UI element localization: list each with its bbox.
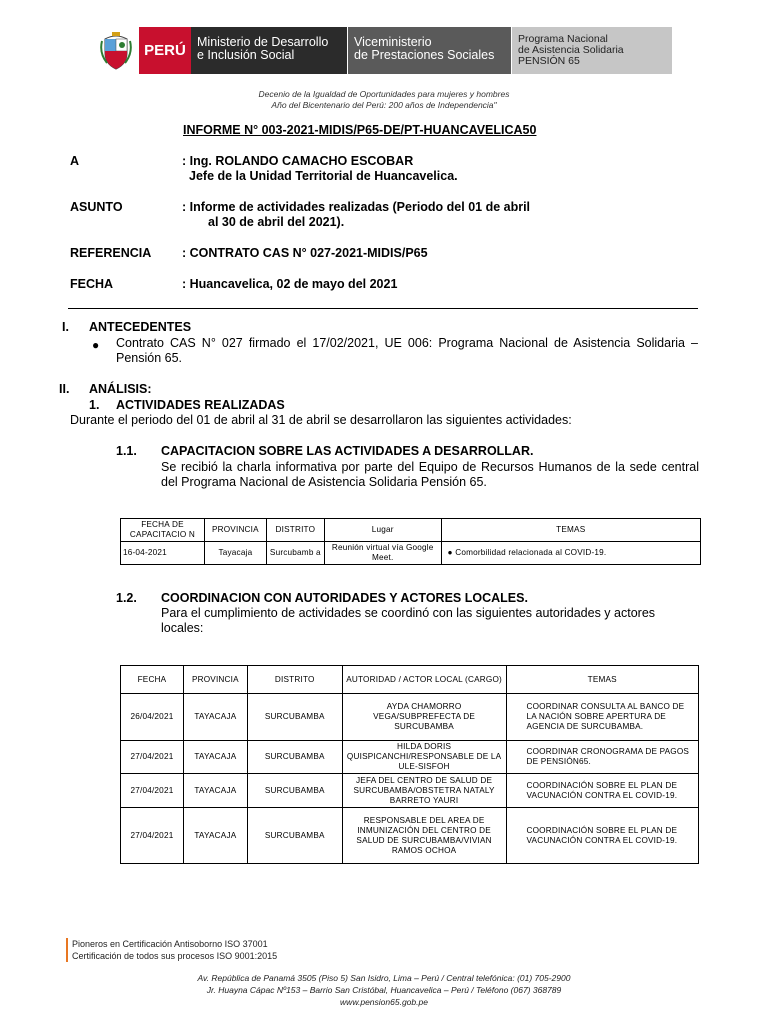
cell-district: SURCUBAMBA — [247, 694, 342, 741]
cert-line-1: Pioneros en Certificación Antisoborno ISO 37001 — [72, 939, 268, 949]
table-row — [121, 808, 699, 864]
header-cell: PROVINCIA — [183, 666, 247, 694]
subsection-1-1-heading: CAPACITACION SOBRE LAS ACTIVIDADES A DESARROLLAR. — [161, 444, 534, 458]
subsection-1-2-heading: COORDINACION CON AUTORIDADES Y ACTORES LOCALES. — [161, 591, 528, 605]
field-referencia-label: REFERENCIA — [70, 246, 152, 260]
table-row — [121, 741, 699, 774]
ministry-block — [191, 27, 347, 74]
cell-authority: AYDA CHAMORRO VEGA/SUBPREFECTA DE SURCUBAMBA — [342, 694, 506, 741]
field-fecha-label: FECHA — [70, 277, 114, 291]
cell-district: SURCUBAMBA — [247, 774, 342, 808]
decenio-caption — [0, 89, 768, 111]
header-cell: Lugar — [324, 519, 441, 542]
cell-province: TAYACAJA — [183, 741, 247, 774]
address-line-2: Jr. Huayna Cápac Nº153 – Barrio San Cristóbal, Huancavelica – Perú / Teléfono (067) 368789 — [206, 985, 562, 995]
training-table-header — [121, 519, 701, 542]
subsection-1-2-number: 1.2. — [116, 591, 137, 605]
cell-topic: COORDINACIÓN SOBRE EL PLAN DE VACUNACIÓN CONTRA EL COVID-19. — [506, 774, 699, 808]
analisis-intro: Durante el periodo del 01 de abril al 31 de abril se desarrollaron las siguientes actividades: — [70, 413, 572, 427]
cell-date: 27/04/2021 — [121, 741, 184, 774]
section-ii-number: II. — [59, 382, 70, 396]
subsection-1-heading: ACTIVIDADES REALIZADAS — [116, 398, 285, 412]
field-asunto-value — [182, 200, 602, 230]
coordination-table-header — [121, 666, 699, 694]
peru-label: PERÚ — [144, 42, 186, 59]
cell-topic — [441, 542, 700, 565]
antecedentes-bullet-text: Contrato CAS N° 027 firmado el 17/02/2021, UE 006: Programa Nacional de Asistencia Solidaria – Pensión 65. — [116, 336, 698, 365]
cell-district: SURCUBAMBA — [247, 741, 342, 774]
cell-province: TAYACAJA — [183, 808, 247, 864]
footer-address — [0, 972, 768, 1008]
field-a-label: A — [70, 154, 80, 168]
viceministry-block — [348, 27, 511, 74]
program-line-1: Programa Nacional — [518, 33, 608, 45]
cell-date: 27/04/2021 — [121, 808, 184, 864]
header-cell: TEMAS — [506, 666, 699, 694]
header-cell: DISTRITO — [247, 666, 342, 694]
subsection-1-1-number: 1.1. — [116, 444, 137, 458]
cell-date: 27/04/2021 — [121, 774, 184, 808]
cell-date: 26/04/2021 — [121, 694, 184, 741]
coordination-table — [120, 665, 699, 864]
header-cell: FECHA DE CAPACITACIO N — [121, 519, 205, 542]
bullet-icon: ● — [447, 548, 456, 557]
address-line-1: Av. República de Panamá 3505 (Piso 5) San Isidro, Lima – Perú / Central telefónica: (01) 705-2900 — [197, 973, 571, 983]
field-a-value-line-2: Jefe de la Unidad Territorial de Huancavelica. — [189, 169, 458, 183]
program-line-3: PENSIÓN 65 — [518, 55, 580, 67]
website-link[interactable]: www.pension65.gob.pe — [340, 997, 428, 1007]
cell-authority: RESPONSABLE DEL AREA DE INMUNIZACIÓN DEL CENTRO DE SALUD DE SURCUBAMBA/VIVIAN RAMOS OCHOA — [342, 808, 506, 864]
field-asunto-value-line-2: al 30 de abril del 2021). — [208, 215, 345, 229]
vice-line-2: de Prestaciones Sociales — [354, 48, 495, 62]
section-ii-heading: ANÁLISIS: — [89, 382, 152, 396]
field-asunto-label: ASUNTO — [70, 200, 123, 214]
training-table — [120, 518, 701, 565]
header-cell: PROVINCIA — [204, 519, 266, 542]
cell-district: Surcubamb a — [266, 542, 324, 565]
field-a-value — [182, 154, 602, 184]
cell-topic: COORDINAR CRONOGRAMA DE PAGOS DE PENSIÓN65. — [506, 741, 699, 774]
header-cell: DISTRITO — [266, 519, 324, 542]
bullet-icon: ● — [92, 338, 100, 352]
cell-authority: HILDA DORIS QUISPICANCHI/RESPONSABLE DE LA ULE-SISFOH — [342, 741, 506, 774]
table-row — [121, 774, 699, 808]
vice-line-1: Viceministerio — [354, 35, 432, 49]
section-i-heading: ANTECEDENTES — [89, 320, 192, 334]
institutional-header — [95, 27, 672, 74]
program-block — [512, 27, 672, 74]
header-cell: AUTORIDAD / ACTOR LOCAL (CARGO) — [342, 666, 506, 694]
section-i-number: I. — [62, 320, 69, 334]
subsection-1-2-text: Para el cumplimiento de actividades se coordinó con las siguientes autoridades y actores locales: — [161, 606, 656, 635]
table-row — [121, 542, 701, 565]
report-title: INFORME N° 003-2021-MIDIS/P65-DE/PT-HUANCAVELICA50 — [183, 123, 537, 137]
cell-topic-text: Comorbilidad relacionada al COVID-19. — [455, 548, 607, 557]
field-asunto-value-line-1: : Informe de actividades realizadas (Periodo del 01 de abril — [182, 200, 531, 214]
cell-district: SURCUBAMBA — [247, 808, 342, 864]
subsection-1-1-text: Se recibió la charla informativa por parte del Equipo de Recursos Humanos de la sede central del Programa Nacional de Asistencia Solidaria Pensión 65. — [161, 460, 699, 489]
subsection-1-number: 1. — [89, 398, 100, 412]
cell-province: TAYACAJA — [183, 774, 247, 808]
cell-date: 16-04-2021 — [121, 542, 205, 565]
cell-province: Tayacaja — [204, 542, 266, 565]
cell-place: Reunión virtual vía Google Meet. — [324, 542, 441, 565]
program-line-2: de Asistencia Solidaria — [518, 44, 624, 56]
ministry-line-2: e Inclusión Social — [197, 48, 295, 62]
coat-of-arms-icon — [95, 27, 137, 74]
cell-authority: JEFA DEL CENTRO DE SALUD DE SURCUBAMBA/OBSTETRA NATALY BARRETO YAURI — [342, 774, 506, 808]
decenio-line-2: Año del Bicentenario del Perú: 200 años de Independencia" — [271, 100, 497, 110]
cell-topic: COORDINAR CONSULTA AL BANCO DE LA NACIÓN SOBRE APERTURA DE AGENCIA DE SURCUBAMBA. — [506, 694, 699, 741]
header-cell: FECHA — [121, 666, 184, 694]
ministry-line-1: Ministerio de Desarrollo — [197, 35, 329, 49]
certification-note — [66, 938, 277, 962]
cert-line-2: Certificación de todos sus procesos ISO 9001:2015 — [72, 951, 278, 961]
field-fecha-value: : Huancavelica, 02 de mayo del 2021 — [182, 277, 398, 291]
peru-brand-block — [139, 27, 191, 74]
decenio-line-1: Decenio de la Igualdad de Oportunidades para mujeres y hombres — [258, 89, 510, 99]
cell-topic: COORDINACIÓN SOBRE EL PLAN DE VACUNACIÓN CONTRA EL COVID-19. — [506, 808, 699, 864]
field-a-value-line-1: : Ing. ROLANDO CAMACHO ESCOBAR — [182, 154, 414, 168]
cell-province: TAYACAJA — [183, 694, 247, 741]
table-row — [121, 694, 699, 741]
header-cell: TEMAS — [441, 519, 700, 542]
header-divider — [68, 308, 698, 309]
field-referencia-value: : CONTRATO CAS N° 027-2021-MIDIS/P65 — [182, 246, 428, 260]
